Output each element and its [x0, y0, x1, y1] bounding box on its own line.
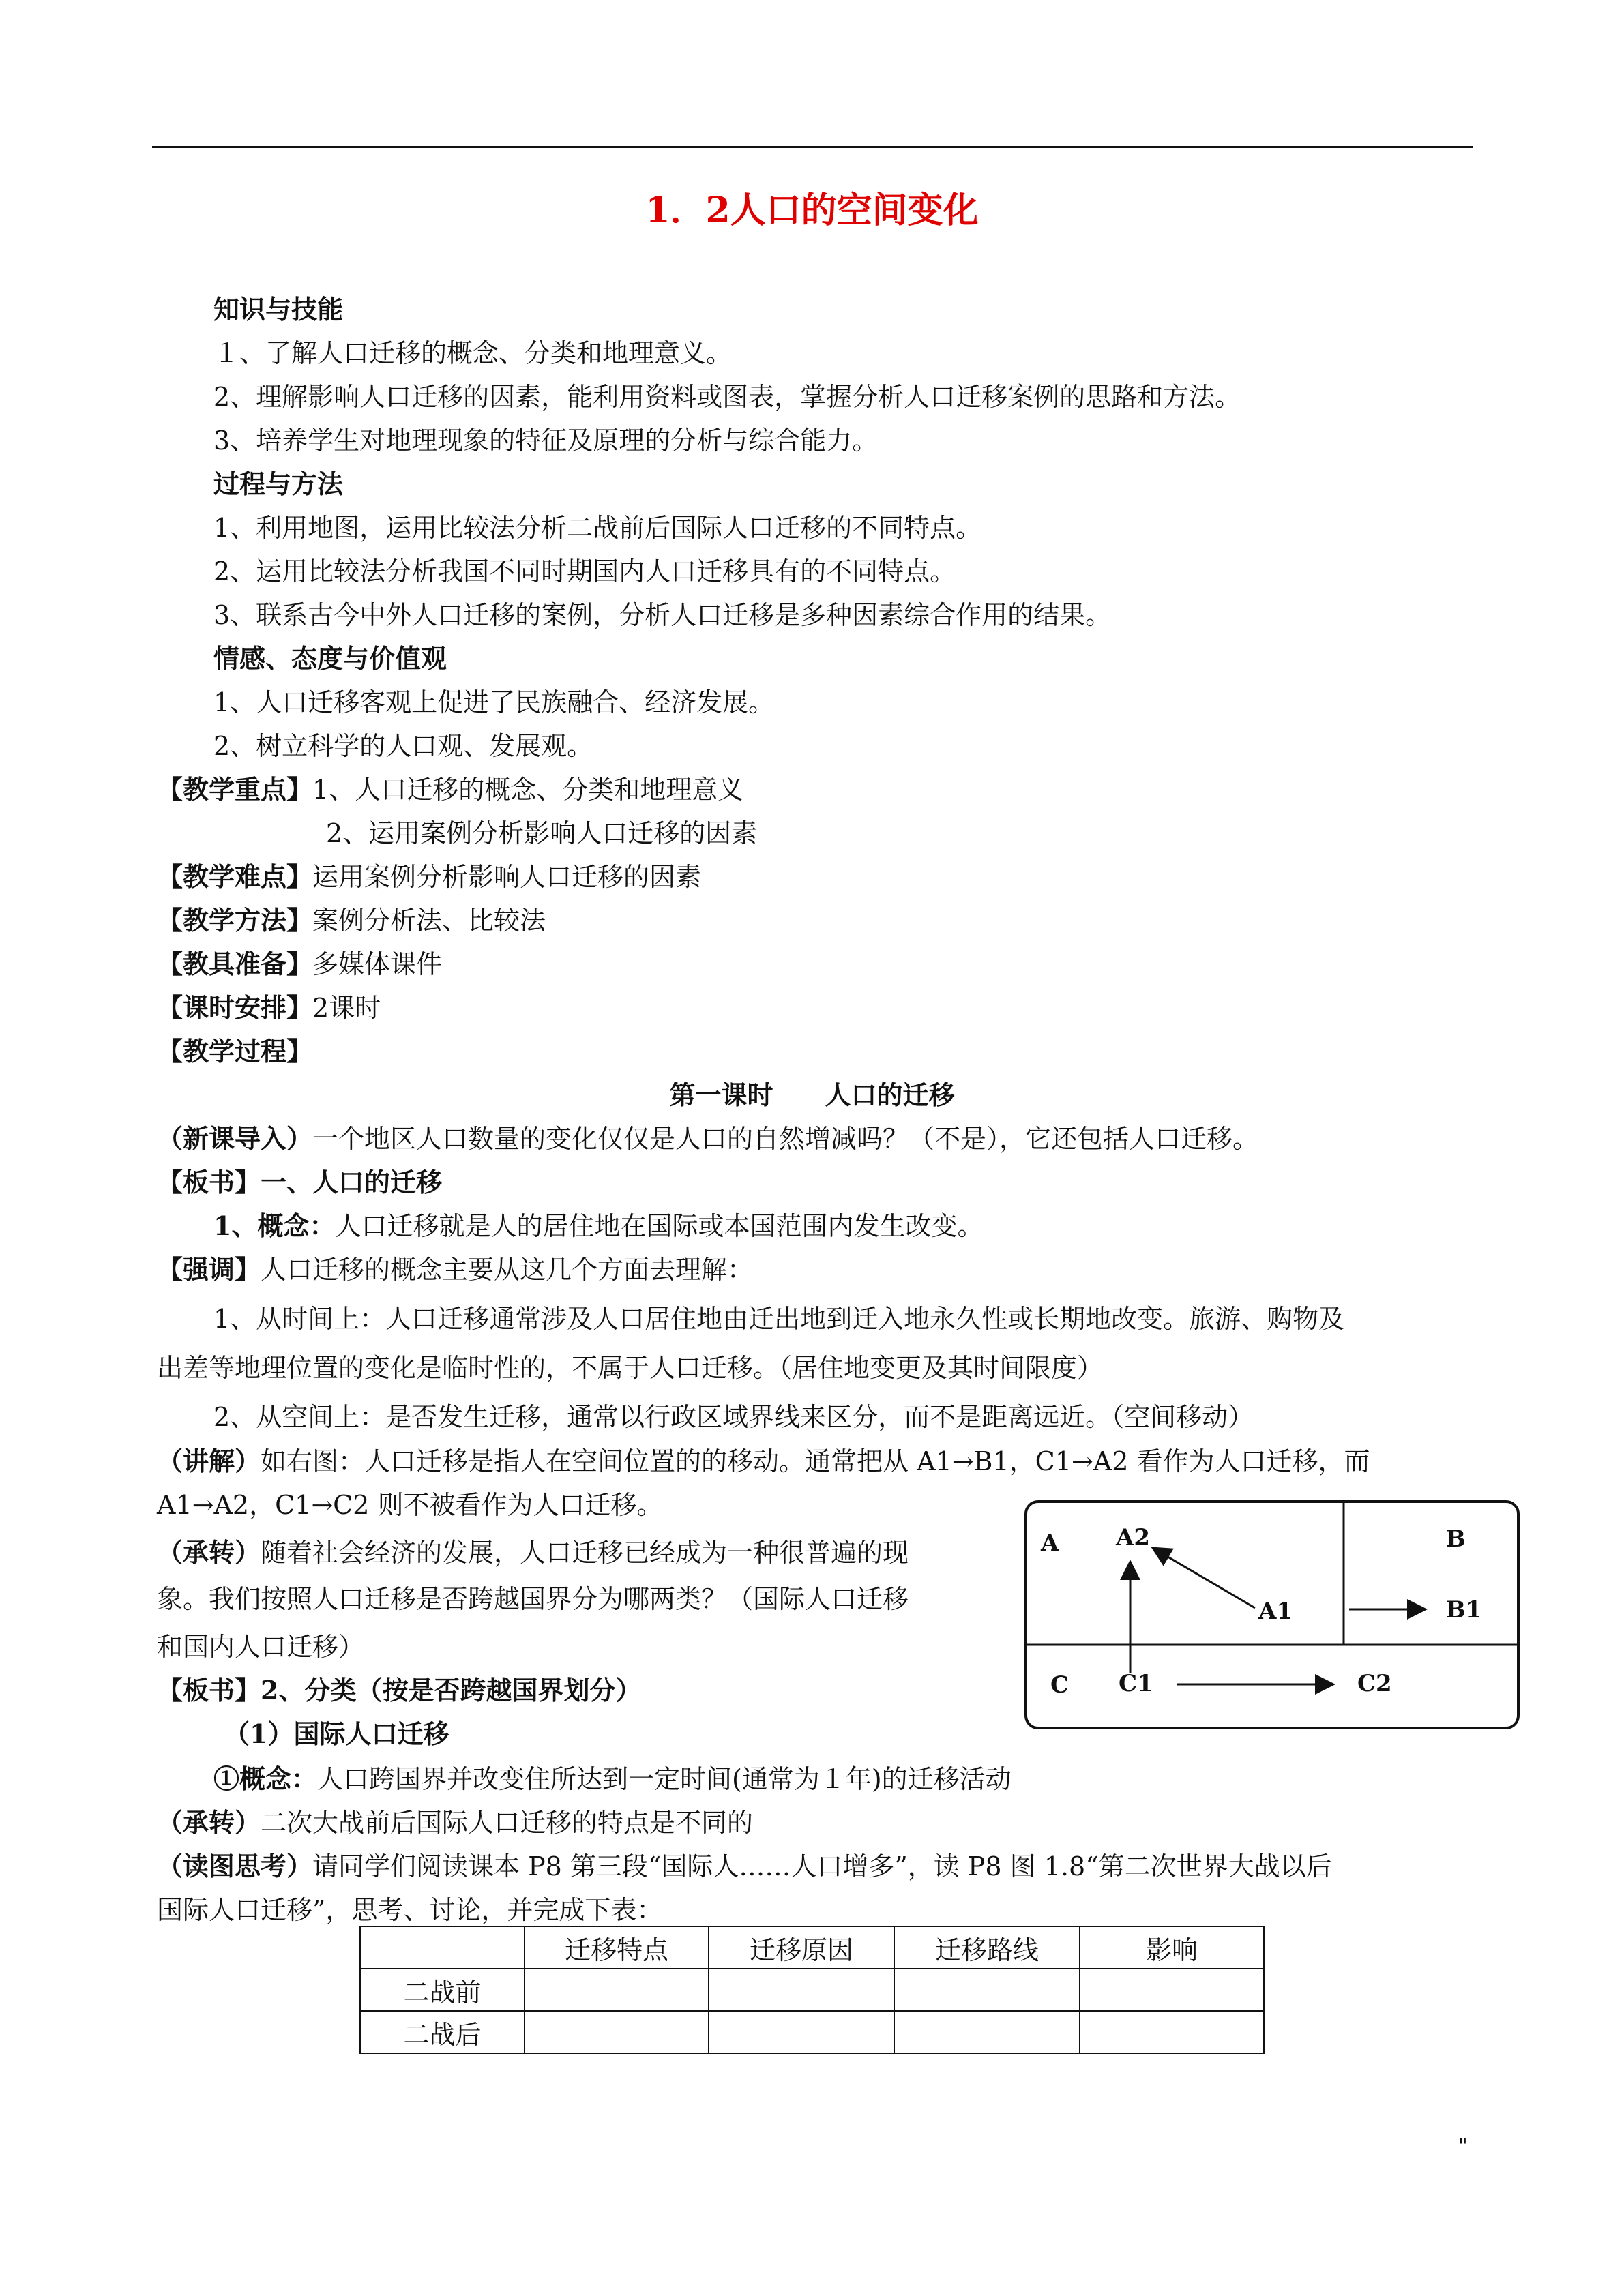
table-cell[interactable] [1080, 1969, 1264, 2011]
schedule-label: 【课时安排】 [157, 992, 313, 1023]
key-points-row [157, 774, 744, 805]
explain-row [157, 1448, 1370, 1474]
read-line-1: 请同学们阅读课本 P8 第三段“国际人……人口增多”，读 P8 图 1.8“第二次世界大战以后 [312, 1851, 1332, 1881]
emphasis-row [157, 1254, 754, 1285]
table-header-cell: 迁移特点 [525, 1926, 709, 1969]
table-cell[interactable] [894, 2011, 1080, 2053]
transition-line-2: 象。我们按照人口迁移是否跨越国界分为哪两类？（国际人口迁移 [157, 1584, 909, 1614]
label-b: B [1446, 1525, 1466, 1553]
board2-text: 2、分类（按是否跨越国界划分） [261, 1675, 642, 1705]
difficult-text: 运用案例分析影响人口迁移的因素 [312, 862, 702, 892]
table-cell[interactable] [709, 1969, 894, 2011]
transition2-label: （承转） [157, 1807, 261, 1838]
knowledge-item-3: 3、培养学生对地理现象的特征及原理的分析与综合能力。 [213, 426, 879, 456]
intl-concept-row [213, 1763, 1012, 1794]
schedule-row [157, 992, 381, 1023]
method-text: 案例分析法、比较法 [312, 906, 546, 936]
read-row [157, 1853, 1332, 1879]
emotion-item-1: 1、人口迁移客观上促进了民族融合、经济发展。 [213, 687, 775, 717]
emphasis-text: 人口迁移的概念主要从这几个方面去理解： [261, 1255, 754, 1285]
concept-text: 人口迁移就是人的居住地在国际或本国范围内发生改变。 [335, 1211, 984, 1241]
transition-label: （承转） [157, 1537, 261, 1568]
table-cell[interactable] [1080, 2011, 1264, 2053]
process-item-1: 1、利用地图，运用比较法分析二战前后国际人口迁移的不同特点。 [213, 513, 982, 543]
table-cell[interactable] [709, 2011, 894, 2053]
label-a: A [1041, 1530, 1059, 1557]
explain-line-1: 如右图：人口迁移是指人在空间位置的的移动。通常把从 A1→B1，C1→A2 看作为人口迁移，而 [261, 1446, 1370, 1476]
table-row [360, 2011, 1264, 2053]
board1-row [157, 1169, 442, 1195]
table-header-row [360, 1926, 1264, 1969]
knowledge-heading: 知识与技能 [213, 294, 344, 325]
difficult-label: 【教学难点】 [157, 861, 313, 892]
comparison-table [359, 1926, 1265, 2054]
lesson-heading: 第一课时 人口的迁移 [669, 1079, 955, 1110]
difficult-row [157, 861, 702, 892]
time-line-2: 出差等地理位置的变化是临时性的，不属于人口迁移。（居住地变更及其时间限度） [157, 1353, 1104, 1383]
board2-row [157, 1675, 642, 1705]
row-label: 二战前 [360, 1969, 525, 2011]
process-item-2: 2、运用比较法分析我国不同时期国内人口迁移具有的不同特点。 [213, 556, 956, 586]
process-heading: 过程与方法 [213, 468, 344, 499]
board1-label: 【板书】 [157, 1167, 261, 1197]
tools-label: 【教具准备】 [157, 949, 313, 979]
key-points-label: 【教学重点】 [157, 774, 313, 805]
table-cell[interactable] [525, 1969, 709, 2011]
transition-row [157, 1537, 909, 1568]
label-a2: A2 [1116, 1524, 1151, 1551]
key-point-1: 1、人口迁移的概念、分类和地理意义 [312, 775, 744, 805]
migration-diagram [1023, 1499, 1521, 1731]
table-row [360, 1969, 1264, 2011]
explain-line-2: A1→A2，C1→C2 则不被看作为人口迁移。 [157, 1490, 663, 1520]
transition2-text: 二次大战前后国际人口迁移的特点是不同的 [261, 1808, 754, 1838]
transition-line-1: 随着社会经济的发展，人口迁移已经成为一种很普遍的现 [261, 1538, 909, 1568]
table-header-cell: 迁移原因 [709, 1926, 894, 1969]
board2-label: 【板书】 [157, 1675, 261, 1705]
transition-line-3: 和国内人口迁移） [157, 1632, 365, 1662]
table-header-cell [360, 1926, 525, 1969]
key-point-2: 2、运用案例分析影响人口迁移的因素 [326, 818, 758, 848]
emotion-heading: 情感、态度与价值观 [213, 643, 447, 674]
intl-concept-label: ①概念： [213, 1763, 318, 1794]
row-label: 二战后 [360, 2011, 525, 2053]
process-label: 【教学过程】 [157, 1036, 313, 1067]
read-line-2: 国际人口迁移”，思考、讨论，并完成下表： [157, 1895, 663, 1925]
time-line-1: 1、从时间上：人口迁移通常涉及人口居住地由迁出地到迁入地永久性或长期地改变。旅游、购物及 [213, 1304, 1345, 1334]
arrow-a1-a2 [1153, 1548, 1255, 1608]
label-c2: C2 [1357, 1670, 1392, 1697]
table-header-cell: 影响 [1080, 1926, 1264, 1969]
label-b1: B1 [1446, 1596, 1482, 1624]
header-rule [152, 146, 1473, 148]
intro-row [157, 1123, 1259, 1154]
intl-concept-text: 人口跨国界并改变住所达到一定时间(通常为１年)的迁移活动 [317, 1764, 1012, 1794]
emotion-item-2: 2、树立科学的人口观、发展观。 [213, 731, 593, 761]
explain-label: （讲解） [157, 1446, 261, 1476]
method-row [157, 905, 546, 936]
knowledge-item-2: 2、理解影响人口迁移的因素，能利用资料或图表，掌握分析人口迁移案例的思路和方法。 [213, 382, 1241, 412]
space-line: 2、从空间上：是否发生迁移，通常以行政区域界线来区分，而不是距离远近。（空间移动） [213, 1402, 1254, 1432]
method-label: 【教学方法】 [157, 905, 313, 936]
process-item-3: 3、联系古今中外人口迁移的案例，分析人口迁移是多种因素综合作用的结果。 [213, 600, 1112, 630]
label-c1: C1 [1119, 1670, 1153, 1697]
table-cell[interactable] [894, 1969, 1080, 2011]
tools-row [157, 951, 442, 977]
schedule-text: 2课时 [312, 993, 381, 1023]
label-c: C [1050, 1671, 1069, 1699]
concept-row [213, 1210, 984, 1241]
emphasis-label: 【强调】 [157, 1254, 261, 1285]
intro-label: （新课导入） [157, 1123, 313, 1154]
read-label: （读图思考） [157, 1851, 313, 1881]
table-header-cell: 迁移路线 [894, 1926, 1080, 1969]
intl-heading: （1）国际人口迁移 [224, 1718, 449, 1749]
table-cell[interactable] [525, 2011, 709, 2053]
transition2-row [157, 1807, 754, 1838]
page-title: 1．2人口的空间变化 [645, 190, 979, 231]
tools-text: 多媒体课件 [312, 949, 443, 979]
concept-label: 1、概念： [213, 1210, 336, 1241]
knowledge-item-1: １、了解人口迁移的概念、分类和地理意义。 [213, 338, 733, 368]
label-a1: A1 [1258, 1598, 1293, 1625]
footer-mark: " [1458, 2134, 1468, 2158]
board1-text: 一、人口的迁移 [261, 1167, 443, 1197]
intro-text: 一个地区人口数量的变化仅仅是人口的自然增减吗？（不是），它还包括人口迁移。 [312, 1124, 1259, 1154]
